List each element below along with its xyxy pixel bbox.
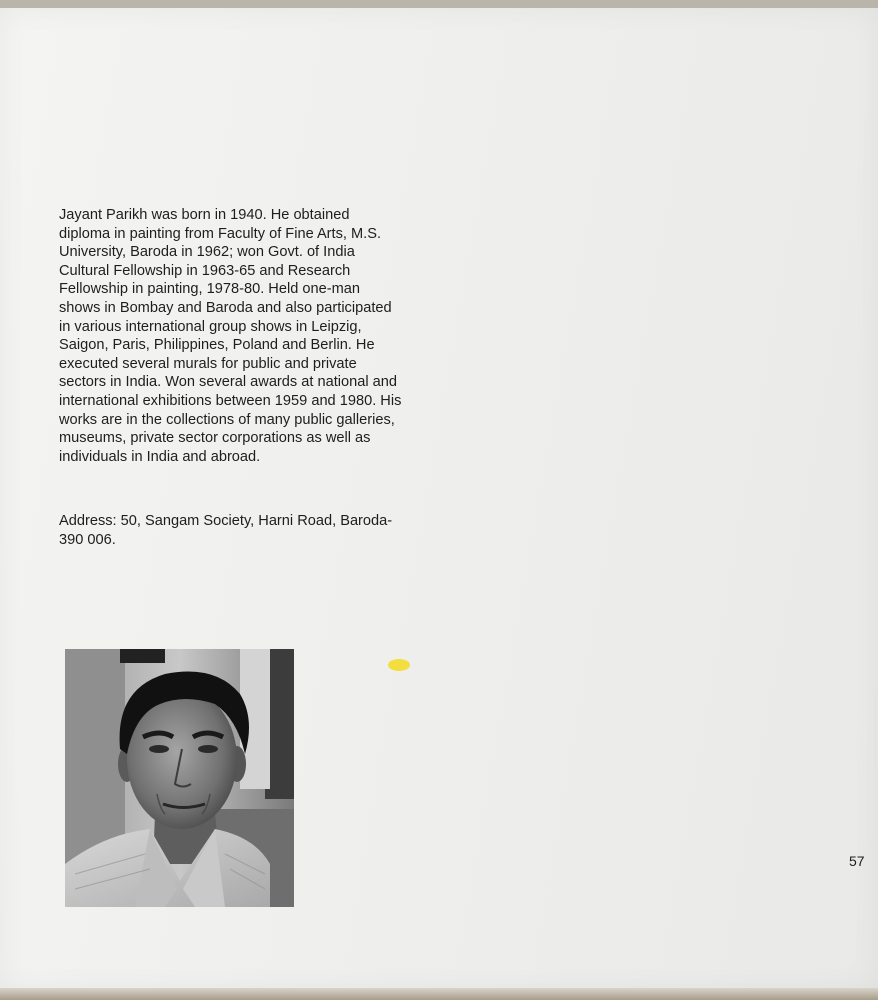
portrait-illustration: [65, 649, 294, 907]
page-number: 57: [849, 853, 865, 869]
page-edge: [0, 988, 878, 1000]
artist-address: Address: 50, Sangam Society, Harni Road, Baroda-390 006.: [59, 513, 393, 548]
artist-portrait-photo: [65, 649, 294, 907]
artist-biography: Jayant Parikh was born in 1940. He obtained diploma in painting from Faculty of Fine Arts, M.S. University, Baroda in 1962; won Govt. of India Cultural Fellowship in 1963-65 and Research Fellowship in painting, 1978-80. Held one-man shows in Bombay and Baroda and also participated in various international group shows in Leipzig, Saigon, Paris, Philippines, Poland and Berlin. He executed several murals for public and private sectors in India. Won several awards at national and international exhibitions between 1959 and 1980. His works are in the collections of many public galleries, museums, private sector corporations as well as individuals in India and abroad.: [59, 207, 402, 465]
book-page: [0, 8, 878, 990]
paint-stain: [388, 659, 410, 671]
